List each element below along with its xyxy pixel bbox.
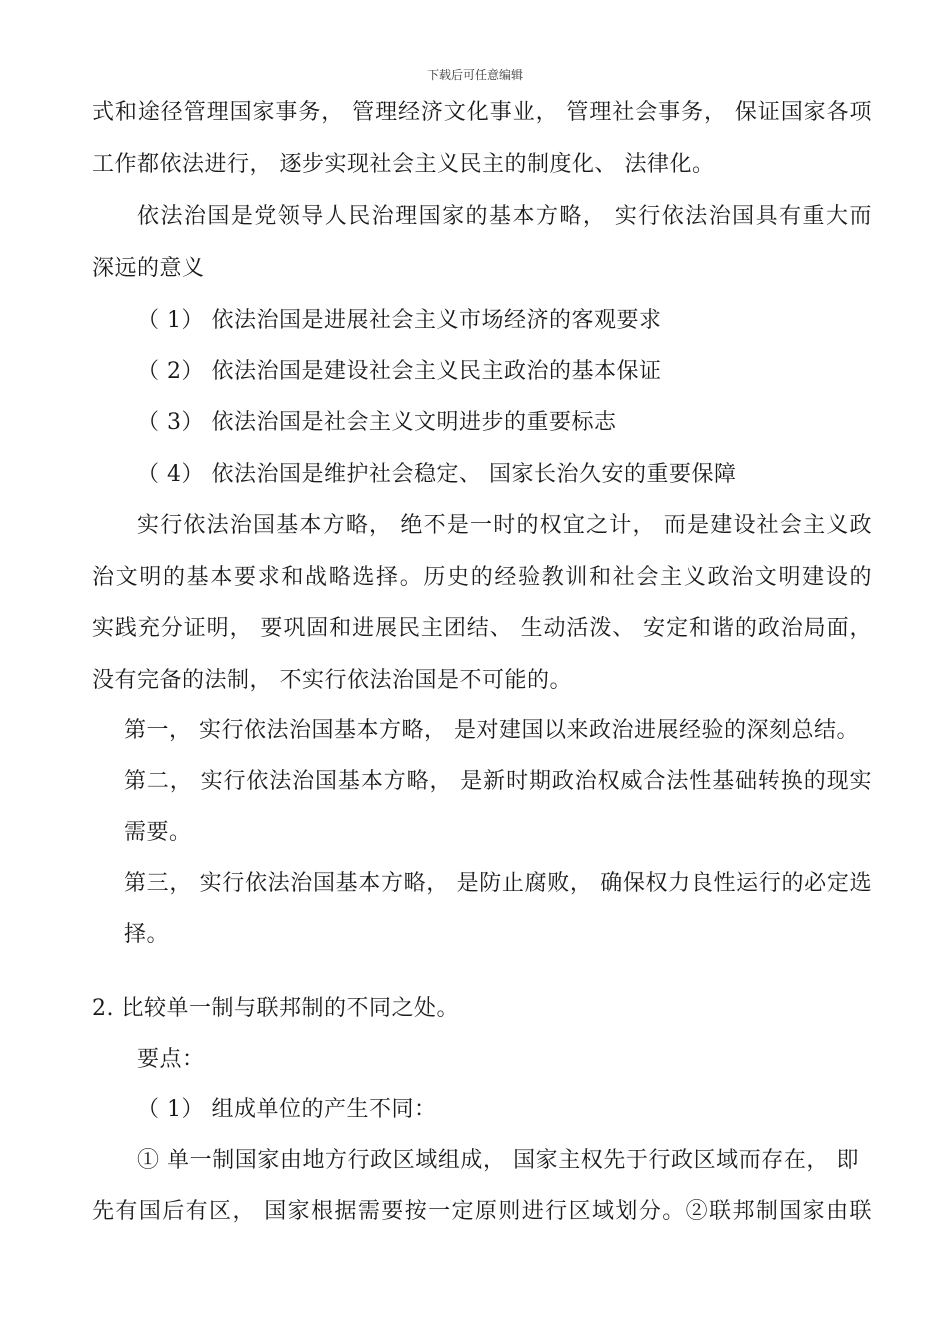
text-line: 第一， 实行依法治国基本方略， 是对建国以来政治进展经验的深刻总结。 (124, 718, 859, 743)
text-line: 实践充分证明， 要巩固和进展民主团结、 生动活泼、 安定和谐的政治局面， (92, 616, 872, 641)
list-item: （ 1） 依法治国是进展社会主义市场经济的客观要求 (137, 308, 662, 333)
list-item: （ 2） 依法治国是建设社会主义民主政治的基本保证 (137, 359, 662, 384)
text-line: 深远的意义 (92, 256, 205, 281)
list-item: （ 3） 依法治国是社会主义文明进步的重要标志 (137, 410, 617, 435)
text-line: 式和途径管理国家事务， 管理经济文化事业， 管理社会事务， 保证国家各项 (92, 100, 872, 125)
text-line: 没有完备的法制， 不实行依法治国是不可能的。 (92, 668, 572, 693)
list-item: （ 4） 依法治国是维护社会稳定、 国家长治久安的重要保障 (137, 462, 737, 487)
text-line: 实行依法治国基本方略， 绝不是一时的权宜之计， 而是建设社会主义政 (137, 513, 872, 538)
text-line: 第三， 实行依法治国基本方略， 是防止腐败， 确保权力良性运行的必定选 (124, 871, 872, 896)
section-heading: 2. 比较单一制与联邦制的不同之处。 (92, 996, 459, 1021)
text-line: 先有国后有区， 国家根据需要按一定原则进行区域划分。②联邦制国家由联 (92, 1199, 872, 1224)
text-line: 工作都依法进行， 逐步实现社会主义民主的制度化、 法律化。 (92, 152, 715, 177)
page-header: 下载后可任意编辑 (426, 68, 523, 82)
text-line: 需要。 (124, 820, 192, 845)
text-line: 第二， 实行依法治国基本方略， 是新时期政治权威合法性基础转换的现实 (124, 769, 872, 794)
text-line: 要点： (137, 1047, 205, 1072)
text-line: 治文明的基本要求和战略选择。历史的经验教训和社会主义政治文明建设的 (92, 565, 872, 590)
text-line: 依法治国是党领导人民治理国家的基本方略， 实行依法治国具有重大而 (137, 204, 872, 229)
list-item: （ 1） 组成单位的产生不同： (137, 1097, 437, 1122)
text-line: 择。 (124, 922, 170, 947)
text-line: ① 单一制国家由地方行政区域组成， 国家主权先于行政区域而存在， 即 (137, 1148, 859, 1173)
